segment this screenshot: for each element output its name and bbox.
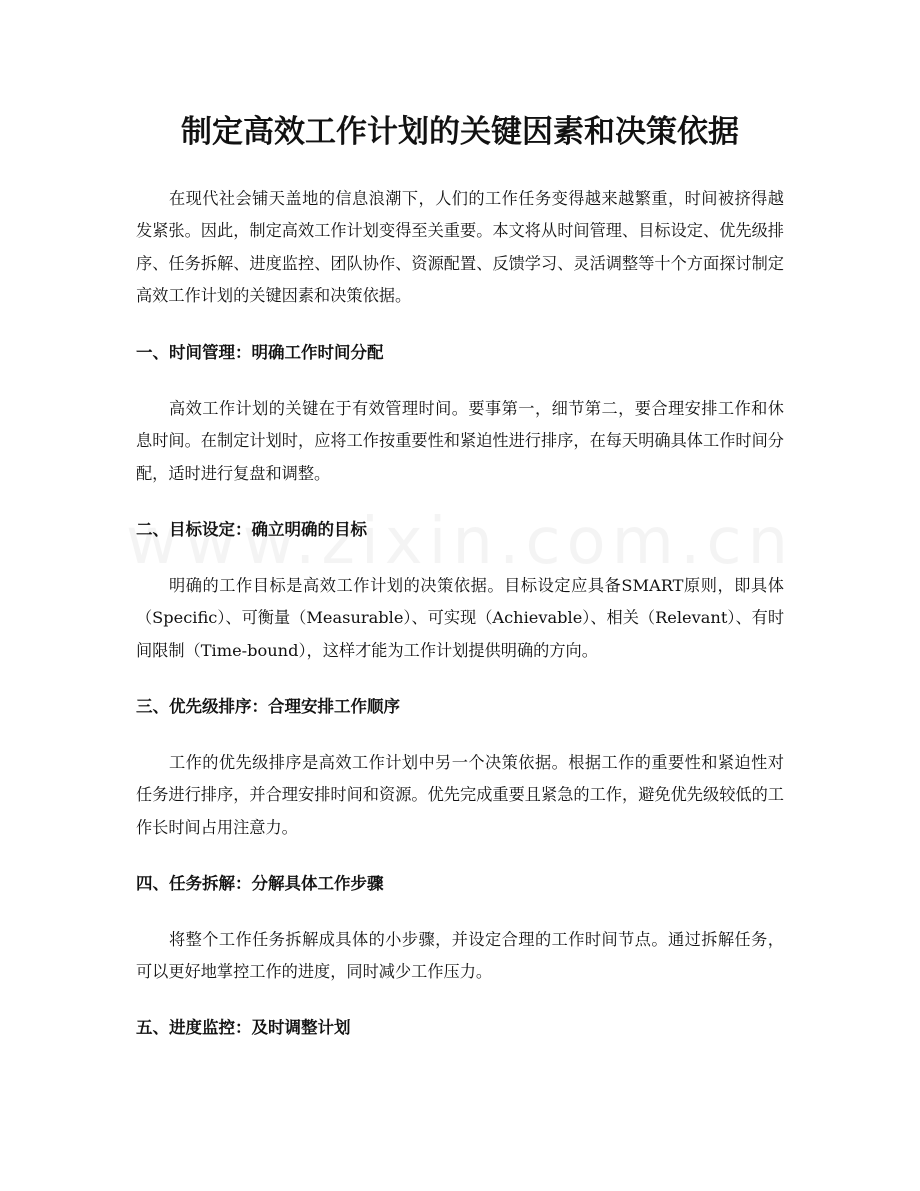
section-paragraph-goal-setting: 明确的工作目标是高效工作计划的决策依据。目标设定应具备SMART原则，即具体（Specific）、可衡量（Measurable）、可实现（Achievable）、相关（Relevant）、有时间限制（Time-bound），这样才能为工作计划提供明确的方向。 — [136, 576, 785, 660]
intro-paragraph: 在现代社会铺天盖地的信息浪潮下，人们的工作任务变得越来越繁重，时间被挤得越发紧张。因此，制定高效工作计划变得至关重要。本文将从时间管理、目标设定、优先级排序、任务拆解、进度监控、团队协作、资源配置、反馈学习、灵活调整等十个方面探讨制定高效工作计划的关键因素和决策依据。 — [136, 189, 784, 305]
section-heading-time-management: 一、时间管理：明确工作时间分配 — [136, 343, 384, 363]
document-title: 制定高效工作计划的关键因素和决策依据 — [181, 114, 739, 150]
document-body — [136, 183, 784, 1044]
section-heading-priority: 三、优先级排序：合理安排工作顺序 — [136, 696, 400, 716]
section-heading-goal-setting: 二、目标设定：确立明确的目标 — [136, 520, 367, 540]
section-paragraph-priority: 工作的优先级排序是高效工作计划中另一个决策依据。根据工作的重要性和紧迫性对任务进行排序，并合理安排时间和资源。优先完成重要且紧急的工作，避免优先级较低的工作长时间占用注意力。 — [136, 752, 784, 837]
section-paragraph-time-management: 高效工作计划的关键在于有效管理时间。要事第一，细节第二，要合理安排工作和休息时间。在制定计划时，应将工作按重要性和紧迫性进行排序，在每天明确具体工作时间分配，适时进行复盘和调整。 — [136, 399, 784, 483]
section-heading-task-breakdown: 四、任务拆解：分解具体工作步骤 — [136, 873, 384, 893]
section-heading-progress-monitoring: 五、进度监控：及时调整计划 — [136, 1018, 351, 1038]
section-paragraph-task-breakdown: 将整个工作任务拆解成具体的小步骤，并设定合理的工作时间节点。通过拆解任务，可以更好地掌控工作的进度，同时减少工作压力。 — [136, 929, 784, 982]
